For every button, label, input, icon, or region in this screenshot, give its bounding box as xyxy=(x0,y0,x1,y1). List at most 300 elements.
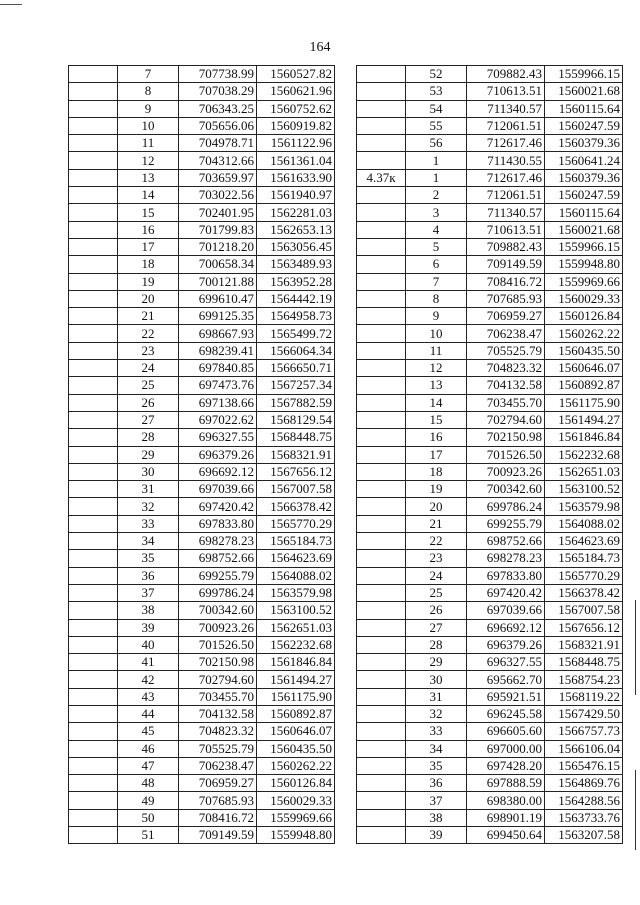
table-row xyxy=(357,463,623,480)
y-coordinate-cell: 1560435.50 xyxy=(257,740,335,757)
zone-label-cell xyxy=(357,584,406,601)
y-coordinate-cell: 1559948.80 xyxy=(257,827,335,844)
table-row xyxy=(69,273,335,290)
y-coordinate-cell: 1562232.68 xyxy=(257,636,335,653)
zone-label-cell xyxy=(69,117,118,134)
table-row xyxy=(357,550,623,567)
y-coordinate-cell: 1560646.07 xyxy=(257,723,335,740)
table-row xyxy=(69,809,335,826)
point-number-cell: 12 xyxy=(118,152,179,169)
table-row xyxy=(69,602,335,619)
point-number-cell: 30 xyxy=(406,671,467,688)
point-number-cell: 25 xyxy=(406,584,467,601)
zone-label-cell xyxy=(69,463,118,480)
table-row xyxy=(69,619,335,636)
y-coordinate-cell: 1561633.90 xyxy=(257,169,335,186)
y-coordinate-cell: 1561175.90 xyxy=(545,394,623,411)
table-row xyxy=(69,238,335,255)
table-row xyxy=(69,169,335,186)
point-number-cell: 26 xyxy=(118,394,179,411)
y-coordinate-cell: 1563056.45 xyxy=(257,238,335,255)
point-number-cell: 37 xyxy=(406,792,467,809)
table-row xyxy=(69,325,335,342)
zone-label-cell xyxy=(357,66,406,83)
x-coordinate-cell: 697420.42 xyxy=(179,498,257,515)
point-number-cell: 28 xyxy=(118,429,179,446)
x-coordinate-cell: 712617.46 xyxy=(467,169,545,186)
table-row xyxy=(357,360,623,377)
point-number-cell: 41 xyxy=(118,654,179,671)
zone-label-cell xyxy=(69,723,118,740)
point-number-cell: 43 xyxy=(118,688,179,705)
x-coordinate-cell: 706343.25 xyxy=(179,100,257,117)
table-row xyxy=(357,481,623,498)
x-coordinate-cell: 696327.55 xyxy=(179,429,257,446)
point-number-cell: 51 xyxy=(118,827,179,844)
table-row xyxy=(357,429,623,446)
zone-label-cell xyxy=(69,757,118,774)
table-row xyxy=(357,498,623,515)
point-number-cell: 44 xyxy=(118,705,179,722)
zone-label-cell xyxy=(357,619,406,636)
table-row xyxy=(69,135,335,152)
table-row xyxy=(69,705,335,722)
y-coordinate-cell: 1563489.93 xyxy=(257,256,335,273)
zone-label-cell xyxy=(69,515,118,532)
zone-label-cell xyxy=(357,775,406,792)
point-number-cell: 24 xyxy=(118,360,179,377)
table-row xyxy=(357,66,623,83)
point-number-cell: 33 xyxy=(406,723,467,740)
y-coordinate-cell: 1560646.07 xyxy=(545,360,623,377)
zone-label-cell xyxy=(357,463,406,480)
x-coordinate-cell: 706238.47 xyxy=(179,757,257,774)
table-row xyxy=(357,325,623,342)
y-coordinate-cell: 1566650.71 xyxy=(257,360,335,377)
x-coordinate-cell: 700923.26 xyxy=(179,619,257,636)
zone-label-cell xyxy=(357,135,406,152)
x-coordinate-cell: 698901.19 xyxy=(467,809,545,826)
zone-label-cell xyxy=(69,66,118,83)
x-coordinate-cell: 699255.79 xyxy=(179,567,257,584)
x-coordinate-cell: 703455.70 xyxy=(179,688,257,705)
table-row xyxy=(69,567,335,584)
zone-label-cell xyxy=(357,325,406,342)
table-row xyxy=(357,688,623,705)
table-row xyxy=(69,360,335,377)
x-coordinate-cell: 706959.27 xyxy=(179,775,257,792)
zone-label-cell xyxy=(357,636,406,653)
x-coordinate-cell: 698752.66 xyxy=(179,550,257,567)
point-number-cell: 24 xyxy=(406,567,467,584)
x-coordinate-cell: 699125.35 xyxy=(179,308,257,325)
point-number-cell: 22 xyxy=(118,325,179,342)
y-coordinate-cell: 1563100.52 xyxy=(257,602,335,619)
point-number-cell: 4 xyxy=(406,221,467,238)
y-coordinate-cell: 1568448.75 xyxy=(545,654,623,671)
y-coordinate-cell: 1560021.68 xyxy=(545,221,623,238)
zone-label-cell xyxy=(357,187,406,204)
point-number-cell: 48 xyxy=(118,775,179,792)
table-row xyxy=(69,757,335,774)
y-coordinate-cell: 1562651.03 xyxy=(257,619,335,636)
zone-label-cell xyxy=(69,792,118,809)
y-coordinate-cell: 1565184.73 xyxy=(257,533,335,550)
table-row xyxy=(69,429,335,446)
x-coordinate-cell: 696327.55 xyxy=(467,654,545,671)
x-coordinate-cell: 696379.26 xyxy=(467,636,545,653)
y-coordinate-cell: 1560621.96 xyxy=(257,83,335,100)
table-row xyxy=(357,187,623,204)
y-coordinate-cell: 1560247.59 xyxy=(545,117,623,134)
y-coordinate-cell: 1560126.84 xyxy=(257,775,335,792)
table-row xyxy=(69,221,335,238)
y-coordinate-cell: 1565476.15 xyxy=(545,757,623,774)
x-coordinate-cell: 704132.58 xyxy=(179,705,257,722)
point-number-cell: 19 xyxy=(406,481,467,498)
table-row xyxy=(357,169,623,186)
y-coordinate-cell: 1562651.03 xyxy=(545,463,623,480)
table-row xyxy=(69,342,335,359)
y-coordinate-cell: 1566757.73 xyxy=(545,723,623,740)
table-row xyxy=(357,775,623,792)
y-coordinate-cell: 1565499.72 xyxy=(257,325,335,342)
point-number-cell: 35 xyxy=(118,550,179,567)
y-coordinate-cell: 1560892.87 xyxy=(545,377,623,394)
zone-label-cell xyxy=(357,429,406,446)
zone-label-cell xyxy=(357,705,406,722)
table-row xyxy=(357,515,623,532)
x-coordinate-cell: 699255.79 xyxy=(467,515,545,532)
y-coordinate-cell: 1562281.03 xyxy=(257,204,335,221)
y-coordinate-cell: 1560021.68 xyxy=(545,83,623,100)
table-row xyxy=(69,463,335,480)
table-row xyxy=(357,584,623,601)
x-coordinate-cell: 699610.47 xyxy=(179,290,257,307)
point-number-cell: 12 xyxy=(406,360,467,377)
y-coordinate-cell: 1568129.54 xyxy=(257,411,335,428)
x-coordinate-cell: 704823.32 xyxy=(467,360,545,377)
point-number-cell: 18 xyxy=(118,256,179,273)
point-number-cell: 47 xyxy=(118,757,179,774)
table-row xyxy=(357,117,623,134)
x-coordinate-cell: 697833.80 xyxy=(179,515,257,532)
y-coordinate-cell: 1568321.91 xyxy=(257,446,335,463)
point-number-cell: 42 xyxy=(118,671,179,688)
zone-label-cell xyxy=(69,671,118,688)
table-row xyxy=(357,827,623,844)
point-number-cell: 18 xyxy=(406,463,467,480)
table-row xyxy=(357,273,623,290)
point-number-cell: 1 xyxy=(406,152,467,169)
zone-label-cell xyxy=(69,221,118,238)
point-number-cell: 23 xyxy=(118,342,179,359)
zone-label-cell xyxy=(69,584,118,601)
point-number-cell: 14 xyxy=(118,187,179,204)
zone-label-cell xyxy=(357,809,406,826)
y-coordinate-cell: 1567429.50 xyxy=(545,705,623,722)
zone-label-cell xyxy=(357,360,406,377)
zone-label-cell xyxy=(69,377,118,394)
zone-label-cell xyxy=(357,204,406,221)
y-coordinate-cell: 1564958.73 xyxy=(257,308,335,325)
x-coordinate-cell: 700121.88 xyxy=(179,273,257,290)
zone-label-cell xyxy=(357,688,406,705)
zone-label-cell xyxy=(357,567,406,584)
zone-label-cell xyxy=(357,481,406,498)
zone-label-cell xyxy=(357,117,406,134)
zone-label-cell xyxy=(69,481,118,498)
y-coordinate-cell: 1559969.66 xyxy=(545,273,623,290)
coordinates-table-body xyxy=(69,66,335,844)
point-number-cell: 19 xyxy=(118,273,179,290)
y-coordinate-cell: 1559966.15 xyxy=(545,66,623,83)
table-row xyxy=(69,498,335,515)
y-coordinate-cell: 1560892.87 xyxy=(257,705,335,722)
x-coordinate-cell: 702150.98 xyxy=(467,429,545,446)
table-row xyxy=(357,256,623,273)
x-coordinate-cell: 707685.93 xyxy=(467,290,545,307)
x-coordinate-cell: 711430.55 xyxy=(467,152,545,169)
point-number-cell: 29 xyxy=(406,654,467,671)
x-coordinate-cell: 704312.66 xyxy=(179,152,257,169)
point-number-cell: 31 xyxy=(406,688,467,705)
table-row xyxy=(69,152,335,169)
table-row xyxy=(69,100,335,117)
x-coordinate-cell: 700342.60 xyxy=(179,602,257,619)
x-coordinate-cell: 697420.42 xyxy=(467,584,545,601)
x-coordinate-cell: 698667.93 xyxy=(179,325,257,342)
x-coordinate-cell: 703659.97 xyxy=(179,169,257,186)
y-coordinate-cell: 1565770.29 xyxy=(257,515,335,532)
x-coordinate-cell: 698278.23 xyxy=(179,533,257,550)
table-row xyxy=(357,100,623,117)
zone-label-cell xyxy=(357,273,406,290)
y-coordinate-cell: 1563207.58 xyxy=(545,827,623,844)
point-number-cell: 38 xyxy=(118,602,179,619)
zone-label-cell xyxy=(69,602,118,619)
table-row xyxy=(357,308,623,325)
zone-label-cell xyxy=(357,550,406,567)
y-coordinate-cell: 1560379.36 xyxy=(545,169,623,186)
table-row xyxy=(357,619,623,636)
x-coordinate-cell: 709882.43 xyxy=(467,238,545,255)
y-coordinate-cell: 1567007.58 xyxy=(257,481,335,498)
table-row xyxy=(357,238,623,255)
x-coordinate-cell: 698752.66 xyxy=(467,533,545,550)
zone-label-cell xyxy=(357,100,406,117)
point-number-cell: 6 xyxy=(406,256,467,273)
x-coordinate-cell: 697888.59 xyxy=(467,775,545,792)
x-coordinate-cell: 698239.41 xyxy=(179,342,257,359)
zone-label-cell xyxy=(357,533,406,550)
x-coordinate-cell: 704132.58 xyxy=(467,377,545,394)
zone-label-cell xyxy=(69,325,118,342)
table-row xyxy=(69,481,335,498)
y-coordinate-cell: 1561494.27 xyxy=(257,671,335,688)
zone-label-cell xyxy=(69,100,118,117)
y-coordinate-cell: 1563733.76 xyxy=(545,809,623,826)
zone-label-cell xyxy=(69,827,118,844)
table-row xyxy=(357,221,623,238)
table-row xyxy=(357,394,623,411)
table-row xyxy=(357,83,623,100)
point-number-cell: 31 xyxy=(118,481,179,498)
point-number-cell: 20 xyxy=(118,290,179,307)
zone-label-cell xyxy=(69,290,118,307)
zone-label-cell xyxy=(69,775,118,792)
zone-label-cell xyxy=(357,515,406,532)
y-coordinate-cell: 1567656.12 xyxy=(545,619,623,636)
point-number-cell: 11 xyxy=(406,342,467,359)
point-number-cell: 16 xyxy=(406,429,467,446)
x-coordinate-cell: 701799.83 xyxy=(179,221,257,238)
x-coordinate-cell: 711340.57 xyxy=(467,204,545,221)
x-coordinate-cell: 709149.59 xyxy=(179,827,257,844)
y-coordinate-cell: 1560379.36 xyxy=(545,135,623,152)
point-number-cell: 52 xyxy=(406,66,467,83)
zone-label-cell xyxy=(357,83,406,100)
y-coordinate-cell: 1563579.98 xyxy=(545,498,623,515)
y-coordinate-cell: 1567882.59 xyxy=(257,394,335,411)
point-number-cell: 9 xyxy=(406,308,467,325)
table-row xyxy=(357,757,623,774)
table-row xyxy=(357,671,623,688)
zone-label-cell xyxy=(69,204,118,221)
y-coordinate-cell: 1564088.02 xyxy=(545,515,623,532)
zone-label-cell xyxy=(69,273,118,290)
x-coordinate-cell: 703455.70 xyxy=(467,394,545,411)
y-coordinate-cell: 1568119.22 xyxy=(545,688,623,705)
zone-label-cell xyxy=(69,636,118,653)
zone-label-cell xyxy=(357,394,406,411)
table-row xyxy=(69,533,335,550)
x-coordinate-cell: 697833.80 xyxy=(467,567,545,584)
y-coordinate-cell: 1562653.13 xyxy=(257,221,335,238)
x-coordinate-cell: 707738.99 xyxy=(179,66,257,83)
point-number-cell: 15 xyxy=(118,204,179,221)
zone-label-cell xyxy=(357,411,406,428)
x-coordinate-cell: 697428.20 xyxy=(467,757,545,774)
point-number-cell: 7 xyxy=(118,66,179,83)
y-coordinate-cell: 1564623.69 xyxy=(257,550,335,567)
zone-label-cell xyxy=(357,654,406,671)
table-row xyxy=(357,377,623,394)
zone-label-cell xyxy=(69,308,118,325)
y-coordinate-cell: 1563100.52 xyxy=(545,481,623,498)
x-coordinate-cell: 707685.93 xyxy=(179,792,257,809)
zone-label-cell xyxy=(69,688,118,705)
y-coordinate-cell: 1560752.62 xyxy=(257,100,335,117)
point-number-cell: 5 xyxy=(406,238,467,255)
y-coordinate-cell: 1565184.73 xyxy=(545,550,623,567)
y-coordinate-cell: 1567656.12 xyxy=(257,463,335,480)
point-number-cell: 17 xyxy=(406,446,467,463)
x-coordinate-cell: 712061.51 xyxy=(467,187,545,204)
x-coordinate-cell: 708416.72 xyxy=(179,809,257,826)
zone-label-cell xyxy=(69,238,118,255)
x-coordinate-cell: 696245.58 xyxy=(467,705,545,722)
x-coordinate-cell: 696605.60 xyxy=(467,723,545,740)
y-coordinate-cell: 1560029.33 xyxy=(257,792,335,809)
y-coordinate-cell: 1567007.58 xyxy=(545,602,623,619)
table-row xyxy=(69,654,335,671)
y-coordinate-cell: 1568321.91 xyxy=(545,636,623,653)
y-coordinate-cell: 1564869.76 xyxy=(545,775,623,792)
x-coordinate-cell: 697039.66 xyxy=(467,602,545,619)
table-row xyxy=(357,411,623,428)
zone-label-cell xyxy=(357,827,406,844)
y-coordinate-cell: 1564088.02 xyxy=(257,567,335,584)
y-coordinate-cell: 1560115.64 xyxy=(545,100,623,117)
point-number-cell: 56 xyxy=(406,135,467,152)
y-coordinate-cell: 1561175.90 xyxy=(257,688,335,705)
x-coordinate-cell: 710613.51 xyxy=(467,83,545,100)
zone-label-cell xyxy=(69,740,118,757)
zone-label-cell xyxy=(69,809,118,826)
zone-label-cell xyxy=(69,256,118,273)
point-number-cell: 38 xyxy=(406,809,467,826)
point-number-cell: 33 xyxy=(118,515,179,532)
y-coordinate-cell: 1563579.98 xyxy=(257,584,335,601)
y-coordinate-cell: 1561361.04 xyxy=(257,152,335,169)
x-coordinate-cell: 709149.59 xyxy=(467,256,545,273)
point-number-cell: 10 xyxy=(406,325,467,342)
point-number-cell: 9 xyxy=(118,100,179,117)
table-row xyxy=(69,515,335,532)
point-number-cell: 34 xyxy=(118,533,179,550)
point-number-cell: 45 xyxy=(118,723,179,740)
y-coordinate-cell: 1564288.56 xyxy=(545,792,623,809)
zone-label-cell xyxy=(357,256,406,273)
y-coordinate-cell: 1560247.59 xyxy=(545,187,623,204)
zone-label-cell xyxy=(357,308,406,325)
zone-label-cell xyxy=(357,757,406,774)
point-number-cell: 13 xyxy=(406,377,467,394)
y-coordinate-cell: 1560126.84 xyxy=(545,308,623,325)
point-number-cell: 29 xyxy=(118,446,179,463)
zone-label-cell xyxy=(357,446,406,463)
zone-label-cell xyxy=(357,377,406,394)
table-row xyxy=(357,204,623,221)
point-number-cell: 21 xyxy=(118,308,179,325)
zone-label-cell xyxy=(69,187,118,204)
x-coordinate-cell: 708416.72 xyxy=(467,273,545,290)
table-row xyxy=(69,584,335,601)
zone-label-cell xyxy=(357,290,406,307)
x-coordinate-cell: 706238.47 xyxy=(467,325,545,342)
zone-label-cell xyxy=(69,429,118,446)
x-coordinate-cell: 695921.51 xyxy=(467,688,545,705)
table-row xyxy=(69,377,335,394)
x-coordinate-cell: 700342.60 xyxy=(467,481,545,498)
table-row xyxy=(357,567,623,584)
point-number-cell: 20 xyxy=(406,498,467,515)
y-coordinate-cell: 1564623.69 xyxy=(545,533,623,550)
y-coordinate-cell: 1561122.96 xyxy=(257,135,335,152)
y-coordinate-cell: 1566064.34 xyxy=(257,342,335,359)
x-coordinate-cell: 701526.50 xyxy=(179,636,257,653)
point-number-cell: 32 xyxy=(118,498,179,515)
x-coordinate-cell: 697840.85 xyxy=(179,360,257,377)
y-coordinate-cell: 1561940.97 xyxy=(257,187,335,204)
point-number-cell: 14 xyxy=(406,394,467,411)
x-coordinate-cell: 710613.51 xyxy=(467,221,545,238)
table-row xyxy=(69,394,335,411)
x-coordinate-cell: 711340.57 xyxy=(467,100,545,117)
x-coordinate-cell: 700923.26 xyxy=(467,463,545,480)
table-row xyxy=(69,308,335,325)
